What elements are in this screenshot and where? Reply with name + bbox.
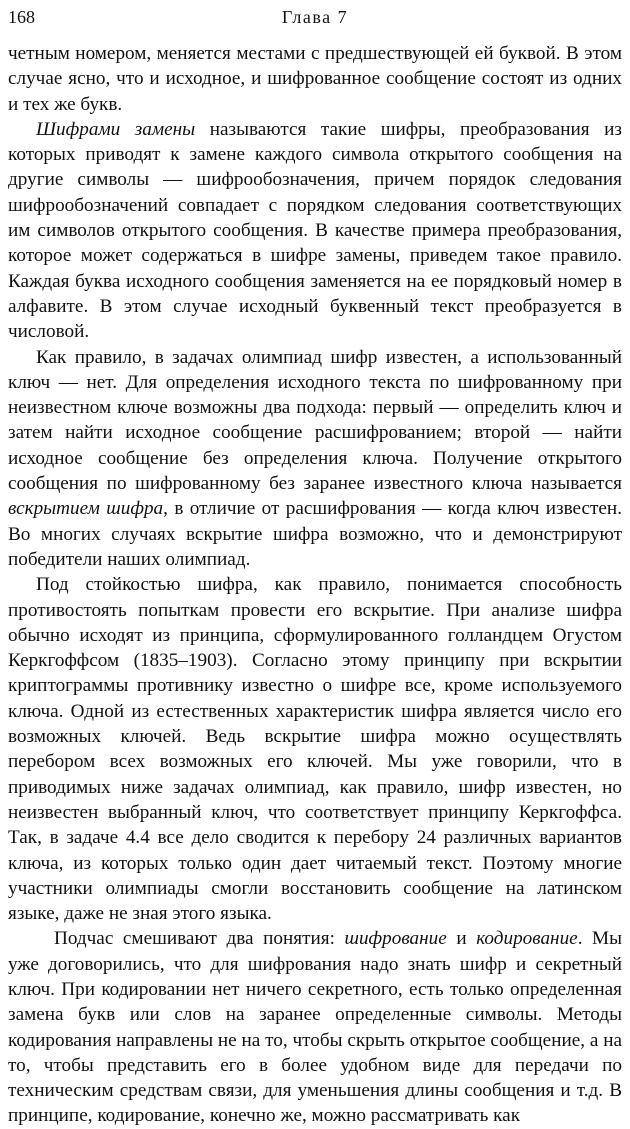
- text-run: называются такие шифры, преобразования из которых приводят к замене каждого символа открытого сообщения на другие символы — шифрообозначения, причем порядок следования шифрообозначений совпадает с порядком следования соответствующих им символов открытого сообщения. В качестве примера преобразования, которое может содержаться в шифре замены, приведем такое правило. Каждая буква исходного сообщения заменяется на ее порядковый номер в алфавите. В этом случае исходный буквенный текст преобразуется в числовой.: [8, 118, 623, 343]
- emphasized-term: Шифрами замены: [36, 118, 196, 140]
- chapter-title: Глава 7: [281, 7, 349, 27]
- text-run: и: [446, 928, 477, 950]
- text-run: четным номером, меняется местами с предшествующей ей буквой. В этом случае ясно, что и исходное, и шифрованное сообщение состоят из одних и тех же букв.: [8, 43, 622, 115]
- emphasized-term: вскрытием шифра: [8, 498, 164, 520]
- emphasized-term: кодирование: [476, 928, 578, 950]
- text-run: Подчас смешивают два понятия:: [54, 928, 345, 950]
- page-number: 168: [8, 7, 35, 27]
- text-run: Под стойкостью шифра, как правило, понимается способность противостоять попыткам провести его вскрытие. При анализе шифра обычно исходят из принципа, сформулированного голландцем Огустом Керкгоффсом (1835–1903). Согласно этому принципу при вскрытии криптограммы противнику известно о шифре все, кроме используемого ключа. Одной из естественных характеристик шифра является число его возможных ключей. Ведь вскрытие шифра можно осуществлять перебором всех возможных его ключей. Мы уже говорили, что в приводимых ниже задачах олимпиад, как правило, шифр известен, но неизвестен выбранный ключ, что соответствует принципу Керкгоффса. Так, в задаче 4.4 все дело сводится к перебору 24 различных вариантов ключа, из которых только один дает читаемый текст. Поэтому многие участники олимпиады смогли восстановить сообщение на латинском языке, даже не зная этого языка.: [8, 574, 622, 925]
- paragraph: [8, 117, 622, 345]
- text-run: Как правило, в задачах олимпиад шифр известен, а использованный ключ — нет. Для определения исходного текста по шифрованному при неизвестном ключе возможны два подхода: первый — определить ключ и затем найти исходное сообщение расшифрованием; второй — найти исходное сообщение без определения ключа. Получение открытого сообщения по шифрованному без заранее известного ключа называется: [8, 346, 622, 495]
- emphasized-term: шифрование: [344, 928, 447, 950]
- paragraph: [8, 926, 622, 1128]
- text-run: , в отличие от расшифрования — когда ключ известен. Во многих случаях вскрытие шифра возможно, что и демонстрируют победители наших олимпиад.: [8, 498, 622, 570]
- paragraph: [8, 572, 622, 926]
- paragraph: [8, 345, 622, 573]
- text-run: . Мы уже договорились, что для шифрования надо знать шифр и секретный ключ. При кодировании нет ничего секретного, есть только определенная замена букв или слов на заранее определенные символы. Методы кодирования направлены не на то, чтобы скрыть открытое сообщение, а на то, чтобы представить его в более удобном виде для передачи по техническим средствам связи, для уменьшения длины сообщения и т.д. В принципе, кодирование, конечно же, можно рассматривать как: [8, 928, 623, 1127]
- paragraph: [8, 41, 622, 117]
- running-head: [8, 5, 622, 29]
- body-text: [8, 41, 622, 1129]
